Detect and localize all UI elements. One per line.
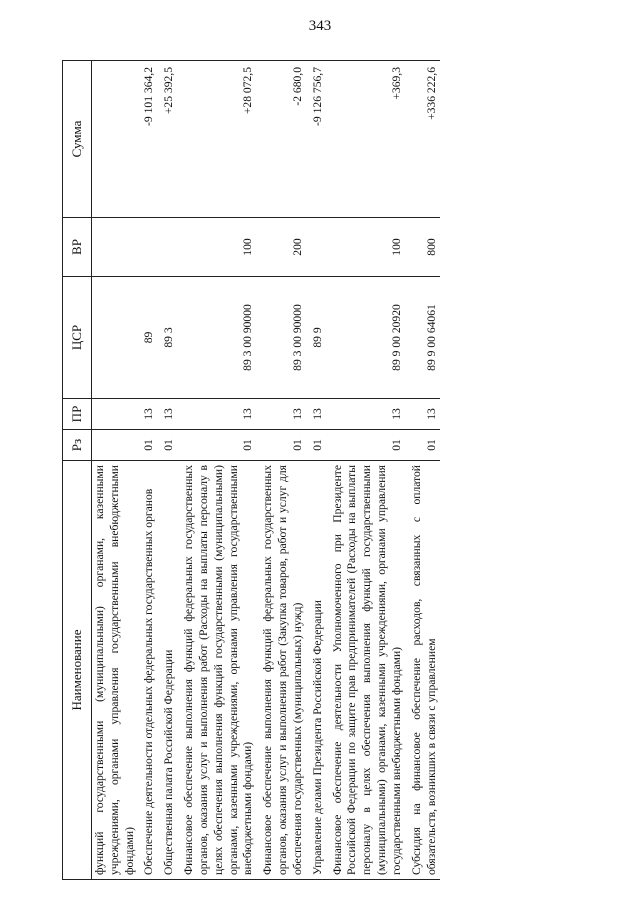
cell-pr: 13 xyxy=(257,399,306,430)
cell-pr xyxy=(92,399,139,430)
cell-name: Финансовое обеспечение деятельности Уполномоченного при Президенте Российской Федерации по защите прав предпринимателей (Расходы на выплаты персоналу в целях обеспечения выполнения функций государственными (муниципальными) органами, казенными учреждениями, органами управления государственными внебюджетными фондами) xyxy=(327,461,406,880)
cell-vr: 800 xyxy=(406,218,441,277)
table-row xyxy=(178,61,257,880)
cell-rz: 01 xyxy=(307,430,327,461)
page-number: 343 xyxy=(308,18,332,34)
cell-sum: +28 072,5 xyxy=(178,61,257,218)
table-body xyxy=(92,61,441,880)
cell-sum: +25 392,5 xyxy=(158,61,178,218)
cell-pr: 13 xyxy=(158,399,178,430)
cell-csr: 89 xyxy=(138,277,158,399)
cell-name: Общественная палата Российской Федерации xyxy=(158,461,178,880)
cell-sum: +336 222,6 xyxy=(406,61,441,218)
cell-name: Субсидия на финансовое обеспечение расходов, связанных с оплатой обязательств, возникших в связи с управлением xyxy=(406,461,441,880)
cell-sum xyxy=(92,61,139,218)
cell-pr: 13 xyxy=(178,399,257,430)
cell-sum: -9 101 364,2 xyxy=(138,61,158,218)
cell-rz xyxy=(92,430,139,461)
cell-name: Финансовое обеспечение выполнения функций федеральных государственных органов, оказания услуг и выполнения работ (Расходы на выплаты персоналу в целях обеспечения выполнения функций государственными (муниципальными) органами, казенными учреждениями, органами управления государственными внебюджетными фондами) xyxy=(178,461,257,880)
header-vr: ВР xyxy=(63,218,92,277)
cell-rz: 01 xyxy=(257,430,306,461)
table-row xyxy=(158,61,178,880)
cell-csr: 89 9 00 20920 xyxy=(327,277,406,399)
header-csr: ЦСР xyxy=(63,277,92,399)
cell-vr xyxy=(158,218,178,277)
cell-rz: 01 xyxy=(406,430,441,461)
cell-rz: 01 xyxy=(158,430,178,461)
cell-csr: 89 9 00 64061 xyxy=(406,277,441,399)
budget-table xyxy=(62,60,440,880)
cell-vr: 100 xyxy=(327,218,406,277)
header-rz: Рз xyxy=(63,430,92,461)
table-row xyxy=(406,61,441,880)
cell-pr: 13 xyxy=(307,399,327,430)
cell-vr xyxy=(307,218,327,277)
cell-rz: 01 xyxy=(138,430,158,461)
cell-name: Финансовое обеспечение выполнения функций федеральных государственных органов, оказания услуг и выполнения работ (Закупка товаров, работ и услуг для обеспечения государственных (муниципальных) нужд) xyxy=(257,461,306,880)
rotated-budget-table-page xyxy=(62,60,590,880)
cell-name: функций государственными (муниципальными) органами, казенными учреждениями, органами управления государственными внебюджетными фондами) xyxy=(92,461,139,880)
cell-rz: 01 xyxy=(178,430,257,461)
cell-vr xyxy=(138,218,158,277)
cell-csr xyxy=(92,277,139,399)
cell-pr: 13 xyxy=(138,399,158,430)
table-row xyxy=(92,61,139,880)
header-sum: Сумма xyxy=(63,61,92,218)
cell-pr: 13 xyxy=(406,399,441,430)
header-pr: ПР xyxy=(63,399,92,430)
cell-csr: 89 9 xyxy=(307,277,327,399)
cell-csr: 89 3 xyxy=(158,277,178,399)
cell-csr: 89 3 00 90000 xyxy=(178,277,257,399)
cell-csr: 89 3 00 90000 xyxy=(257,277,306,399)
cell-vr xyxy=(92,218,139,277)
cell-sum: +369,3 xyxy=(327,61,406,218)
cell-name: Управление делами Президента Российской Федерации xyxy=(307,461,327,880)
cell-sum: -9 126 756,7 xyxy=(307,61,327,218)
table-row xyxy=(327,61,406,880)
table-row xyxy=(257,61,306,880)
cell-name: Обеспечение деятельности отдельных федеральных государственных органов xyxy=(138,461,158,880)
cell-vr: 200 xyxy=(257,218,306,277)
table-row xyxy=(307,61,327,880)
header-name: Наименование xyxy=(63,461,92,880)
cell-rz: 01 xyxy=(327,430,406,461)
table-row xyxy=(138,61,158,880)
cell-vr: 100 xyxy=(178,218,257,277)
cell-pr: 13 xyxy=(327,399,406,430)
table-header-row xyxy=(63,61,92,880)
cell-sum: -2 680,0 xyxy=(257,61,306,218)
